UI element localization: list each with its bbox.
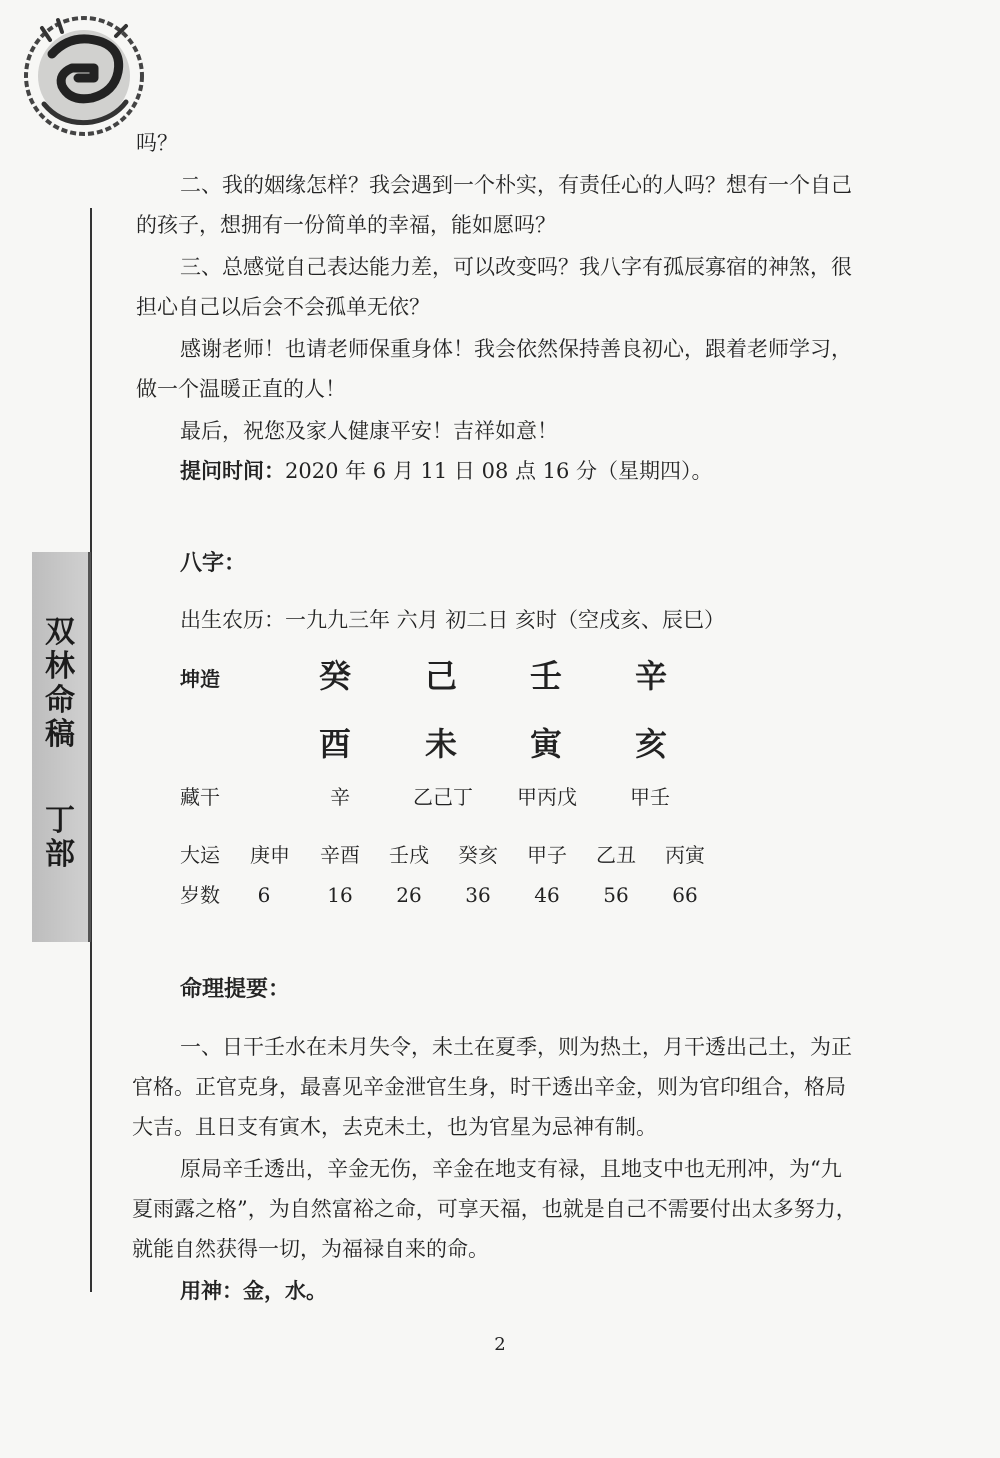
canggan-cell: 甲丙戊 <box>517 785 577 809</box>
heavenly-stem: 壬 <box>529 657 562 695</box>
suishu-cell: 36 <box>465 883 491 907</box>
text-line: 二、我的姻缘怎样？我会遇到一个朴实，有责任心的人吗？想有一个自己 <box>180 173 852 197</box>
sidebar-book-title: 双 林 命 稿 <box>45 615 75 752</box>
text-line: 大吉。且日支有寅木，去克未土，也为官星为忌神有制。 <box>132 1115 657 1139</box>
text-line: 三、总感觉自己表达能力差，可以改变吗？我八字有孤辰寡宿的神煞，很 <box>180 255 852 279</box>
yongshen-label: 用神： <box>180 1278 243 1303</box>
dayun-cell: 庚申 <box>250 843 290 867</box>
analysis-heading: 命理提要： <box>180 976 291 1002</box>
dayun-cell: 丙寅 <box>665 843 705 867</box>
dayun-cell: 壬戌 <box>389 843 429 867</box>
book-sidebar <box>32 552 91 942</box>
text-line: 的孩子，想拥有一份简单的幸福，能如愿吗？ <box>136 213 556 237</box>
ask-time-value: 2020 年 6 月 11 日 08 点 16 分（星期四）。 <box>285 459 713 483</box>
text-line: 官格。正官克身，最喜见辛金泄官生身，时干透出辛金，则为官印组合，格局 <box>132 1075 846 1099</box>
text-line: 原局辛壬透出，辛金无伤，辛金在地支有禄，且地支中也无刑冲，为“九 <box>180 1157 842 1181</box>
suishu-cell: 26 <box>396 883 422 907</box>
yongshen-value: 金，水。 <box>243 1278 327 1303</box>
suishu-cell: 46 <box>534 883 560 907</box>
text-line: 一、日干壬水在未月失令，未土在夏季，则为热土，月干透出己土，为正 <box>180 1035 852 1059</box>
suishu-cell: 66 <box>672 883 698 907</box>
text-line: 夏雨露之格”，为自然富裕之命，可享天福，也就是自己不需要付出太多努力， <box>132 1197 857 1221</box>
text-line: 感谢老师！也请老师保重身体！我会依然保持善良初心，跟着老师学习， <box>180 337 852 361</box>
heavenly-stem: 己 <box>424 657 457 695</box>
heavenly-stem: 辛 <box>634 657 667 695</box>
dayun-cell: 甲子 <box>527 843 567 867</box>
dayun-label: 大运 <box>180 843 220 867</box>
canggan-cell: 辛 <box>330 785 350 809</box>
earthly-branch: 寅 <box>529 725 562 763</box>
dayun-cell: 辛酉 <box>320 843 360 867</box>
dragon-logo <box>22 14 146 138</box>
heavenly-stem: 癸 <box>318 657 351 695</box>
text-line: 最后，祝您及家人健康平安！吉祥如意！ <box>180 419 558 443</box>
earthly-branch: 亥 <box>634 725 667 763</box>
text-line: 做一个温暖正直的人！ <box>136 377 346 401</box>
birth-lunar: 出生农历：一九九三年 六月 初二日 亥时（空戌亥、辰巳） <box>180 608 726 632</box>
suishu-cell: 56 <box>603 883 629 907</box>
bazi-heading: 八字： <box>180 550 247 576</box>
suishu-label: 岁数 <box>180 883 220 907</box>
canggan-label: 藏干 <box>180 785 220 809</box>
yongshen <box>180 1278 327 1304</box>
kunzao-label: 坤造 <box>180 667 220 691</box>
ask-time-label: 提问时间： <box>180 458 285 483</box>
canggan-cell: 乙己丁 <box>413 785 473 809</box>
page-number: 2 <box>494 1334 506 1355</box>
suishu-cell: 6 <box>257 883 271 907</box>
text-line: 吗？ <box>136 131 178 155</box>
canggan-cell: 甲壬 <box>630 785 670 809</box>
earthly-branch: 酉 <box>318 725 351 763</box>
ask-time <box>180 458 713 484</box>
text-line: 担心自己以后会不会孤单无依？ <box>136 295 430 319</box>
earthly-branch: 未 <box>424 725 457 763</box>
suishu-cell: 16 <box>327 883 353 907</box>
dayun-cell: 乙丑 <box>596 843 636 867</box>
dayun-cell: 癸亥 <box>458 843 498 867</box>
sidebar-part: 丁 部 <box>45 803 75 872</box>
text-line: 就能自然获得一切，为福禄自来的命。 <box>132 1237 489 1261</box>
